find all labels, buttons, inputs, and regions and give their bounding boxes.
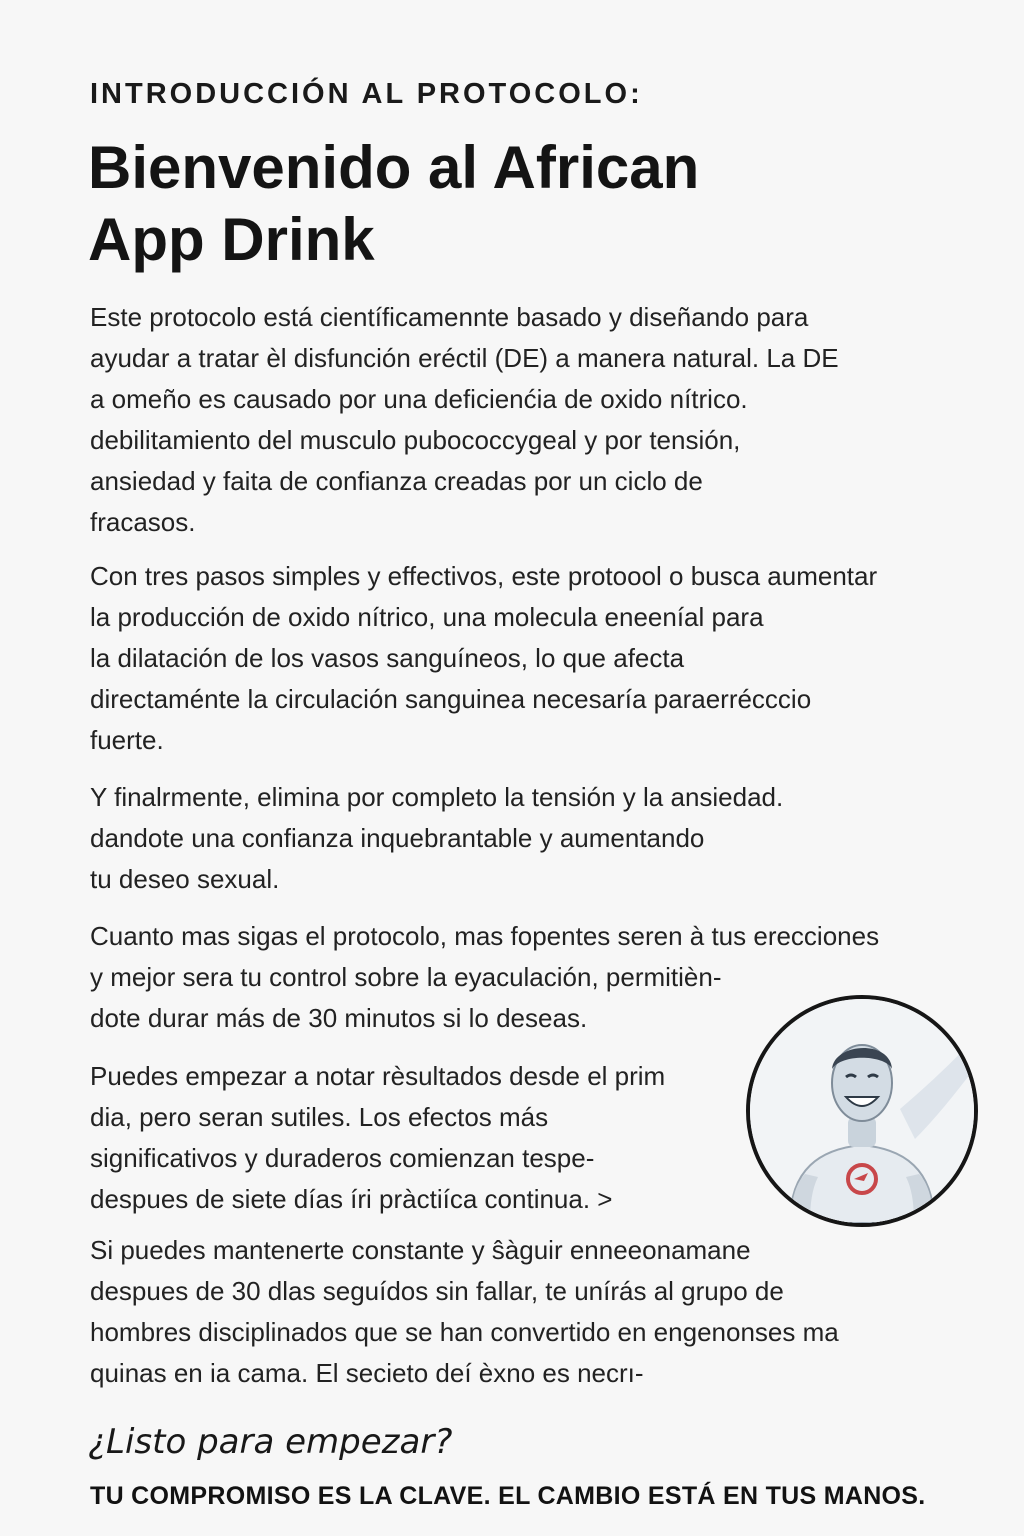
paragraph-line: hombres disciplinados que se han convertido en engenonses ma: [90, 1317, 839, 1347]
paragraph-line: Con tres pasos simples y effectivos, este protoool o busca aumentar: [90, 561, 878, 591]
title-line: Bienvenido al African: [88, 134, 700, 201]
avatar: [746, 995, 978, 1227]
page-title: [88, 132, 699, 276]
paragraph-line: significativos y duraderos comienzan tespe-: [90, 1143, 595, 1173]
paragraph-line: Puedes empezar a notar rèsultados desde el prim: [90, 1061, 666, 1091]
paragraph-line: fuerte.: [90, 725, 164, 755]
results-paragraph: [90, 1056, 665, 1220]
paragraph-line: Este protocolo está científicamennte basado y diseñando para: [90, 302, 809, 332]
section-eyebrow: INTRODUCCIÓN AL PROTOCOLO:: [90, 78, 643, 110]
paragraph-line: debilitamiento del musculo pubococcygeal y por tensión,: [90, 425, 741, 455]
anxiety-paragraph: [90, 777, 783, 900]
paragraph-line: directaménte la circulación sanguinea necesaría paraerrécccio: [90, 684, 812, 714]
paragraph-line: ayudar a tratar èl disfunción eréctil (DE) a manera natural. La DE: [90, 343, 839, 373]
smiling-man-portrait-icon: [750, 999, 974, 1223]
paragraph-line: quinas en ia cama. El secieto deí èxno es necrı-: [90, 1358, 644, 1388]
steps-paragraph: [90, 556, 877, 761]
paragraph-line: la dilatación de los vasos sanguíneos, lo que afecta: [90, 643, 685, 673]
title-line: App Drink: [88, 206, 375, 273]
paragraph-line: a omeño es causado por una deficienćia de oxido nítrico.: [90, 384, 748, 414]
paragraph-line: dandote una confianza inquebrantable y aumentando: [90, 823, 705, 853]
paragraph-line: dia, pero seran sutiles. Los efectos más: [90, 1102, 549, 1132]
call-to-action-heading: ¿Listo para empezar?: [88, 1422, 453, 1462]
paragraph-line: dote durar más de 30 minutos si lo deseas.: [90, 1003, 588, 1033]
paragraph-line: Cuanto mas sigas el protocolo, mas fopentes seren à tus erecciones: [90, 921, 880, 951]
paragraph-line: la producción de oxido nítrico, una molecula eneeníal para: [90, 602, 764, 632]
intro-paragraph: [90, 297, 839, 543]
paragraph-line: despues de siete días íri pràctiíca continua. ˃: [90, 1184, 613, 1214]
paragraph-line: despues de 30 dlas seguídos sin fallar, te unírás al grupo de: [90, 1276, 784, 1306]
commitment-paragraph: [90, 1230, 839, 1394]
paragraph-line: tu deseo sexual.: [90, 864, 280, 894]
paragraph-line: Y finalrmente, elimina por completo la tensión y la ansiedad.: [90, 782, 784, 812]
paragraph-line: Si puedes mantenerte constante y ŝàguir enneeonamane: [90, 1235, 751, 1265]
paragraph-line: fracasos.: [90, 507, 196, 537]
control-paragraph: [90, 916, 879, 1039]
paragraph-line: ansiedad y faita de confianza creadas por un ciclo de: [90, 466, 703, 496]
commitment-slogan: TU COMPROMISO ES LA CLAVE. EL CAMBIO ESTÁ EN TUS MANOS.: [90, 1482, 926, 1510]
paragraph-line: y mejor sera tu control sobre la eyaculación, permitièn-: [90, 962, 722, 992]
